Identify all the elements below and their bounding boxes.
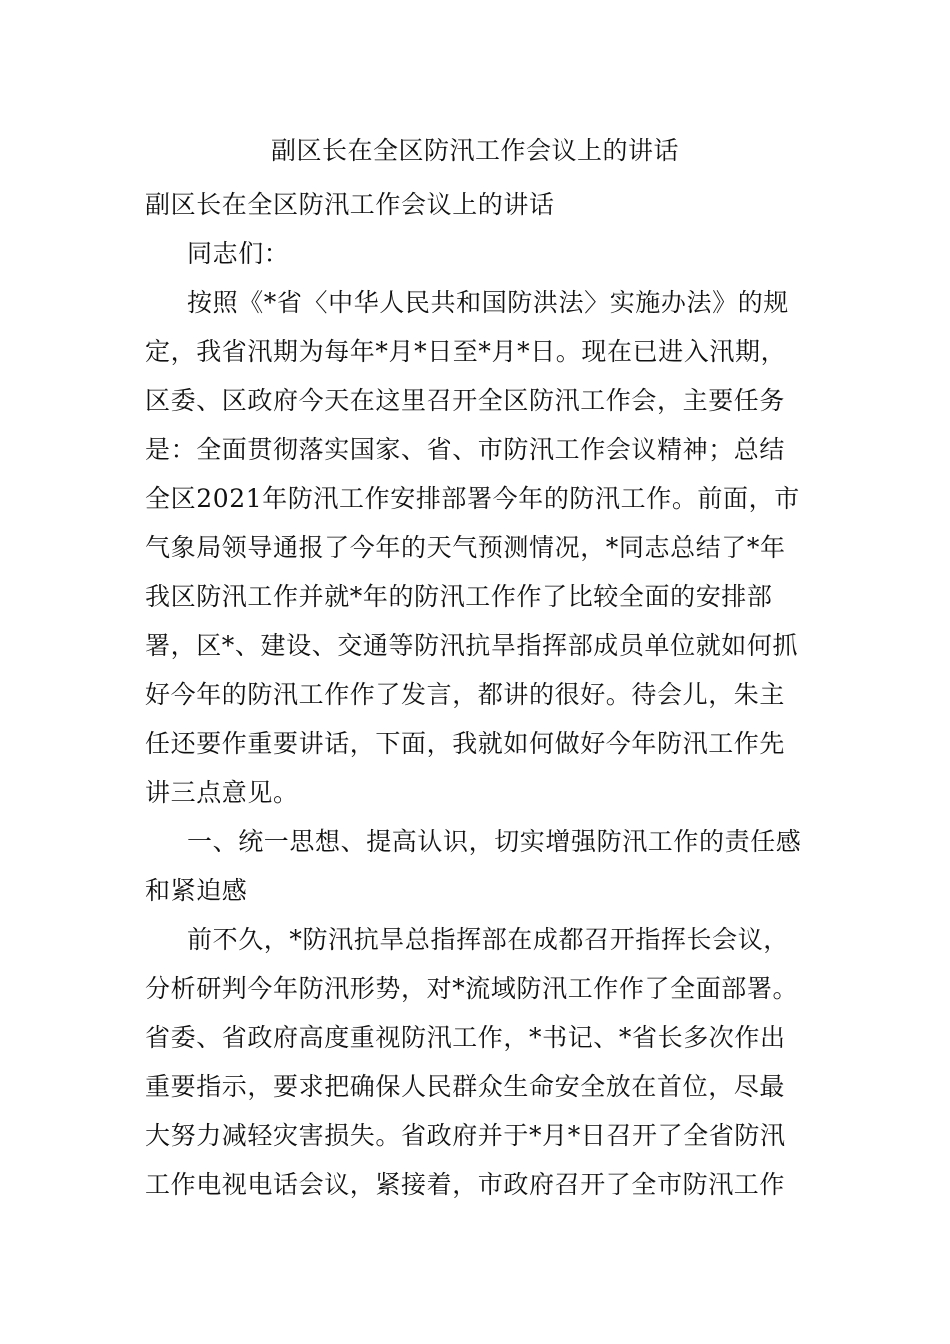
document-body: [145, 180, 810, 1209]
section-heading-1: 一、统一思想、提高认识，切实增强防汛工作的责任感和紧迫感: [145, 827, 802, 905]
document-title: 副区长在全区防汛工作会议上的讲话: [270, 136, 679, 165]
document-subtitle: 副区长在全区防汛工作会议上的讲话: [145, 190, 555, 219]
paragraph-intro: 按照《*省〈中华人民共和国防洪法〉实施办法》的规定，我省汛期为每年*月*日至*月*日。现在已进入汛期，区委、区政府今天在这里召开全区防汛工作会，主要任务是：全面贯彻落实国家、省、市防汛工作会议精神；总结全区2021年防汛工作安排部署今年的防汛工作。前面，市气象局领导通报了今年的天气预测情况，*同志总结了*年我区防汛工作并就*年的防汛工作作了比较全面的安排部署，区*、建设、交通等防汛抗旱指挥部成员单位就如何抓好今年的防汛工作作了发言，都讲的很好。待会儿，朱主任还要作重要讲话，下面，我就如何做好今年防汛工作先讲三点意见。: [145, 288, 800, 807]
paragraph-section-1: 前不久，*防汛抗旱总指挥部在成都召开指挥长会议，分析研判今年防汛形势，对*流域防汛工作作了全面部署。省委、省政府高度重视防汛工作，*书记、*省长多次作出重要指示，要求把确保人民群众生命安全放在首位，尽最大努力减轻灾害损失。省政府并于*月*日召开了全省防汛工作电视电话会议，紧接着，市政府召开了全市防汛工作: [145, 925, 799, 1199]
greeting: 同志们：: [187, 239, 290, 268]
